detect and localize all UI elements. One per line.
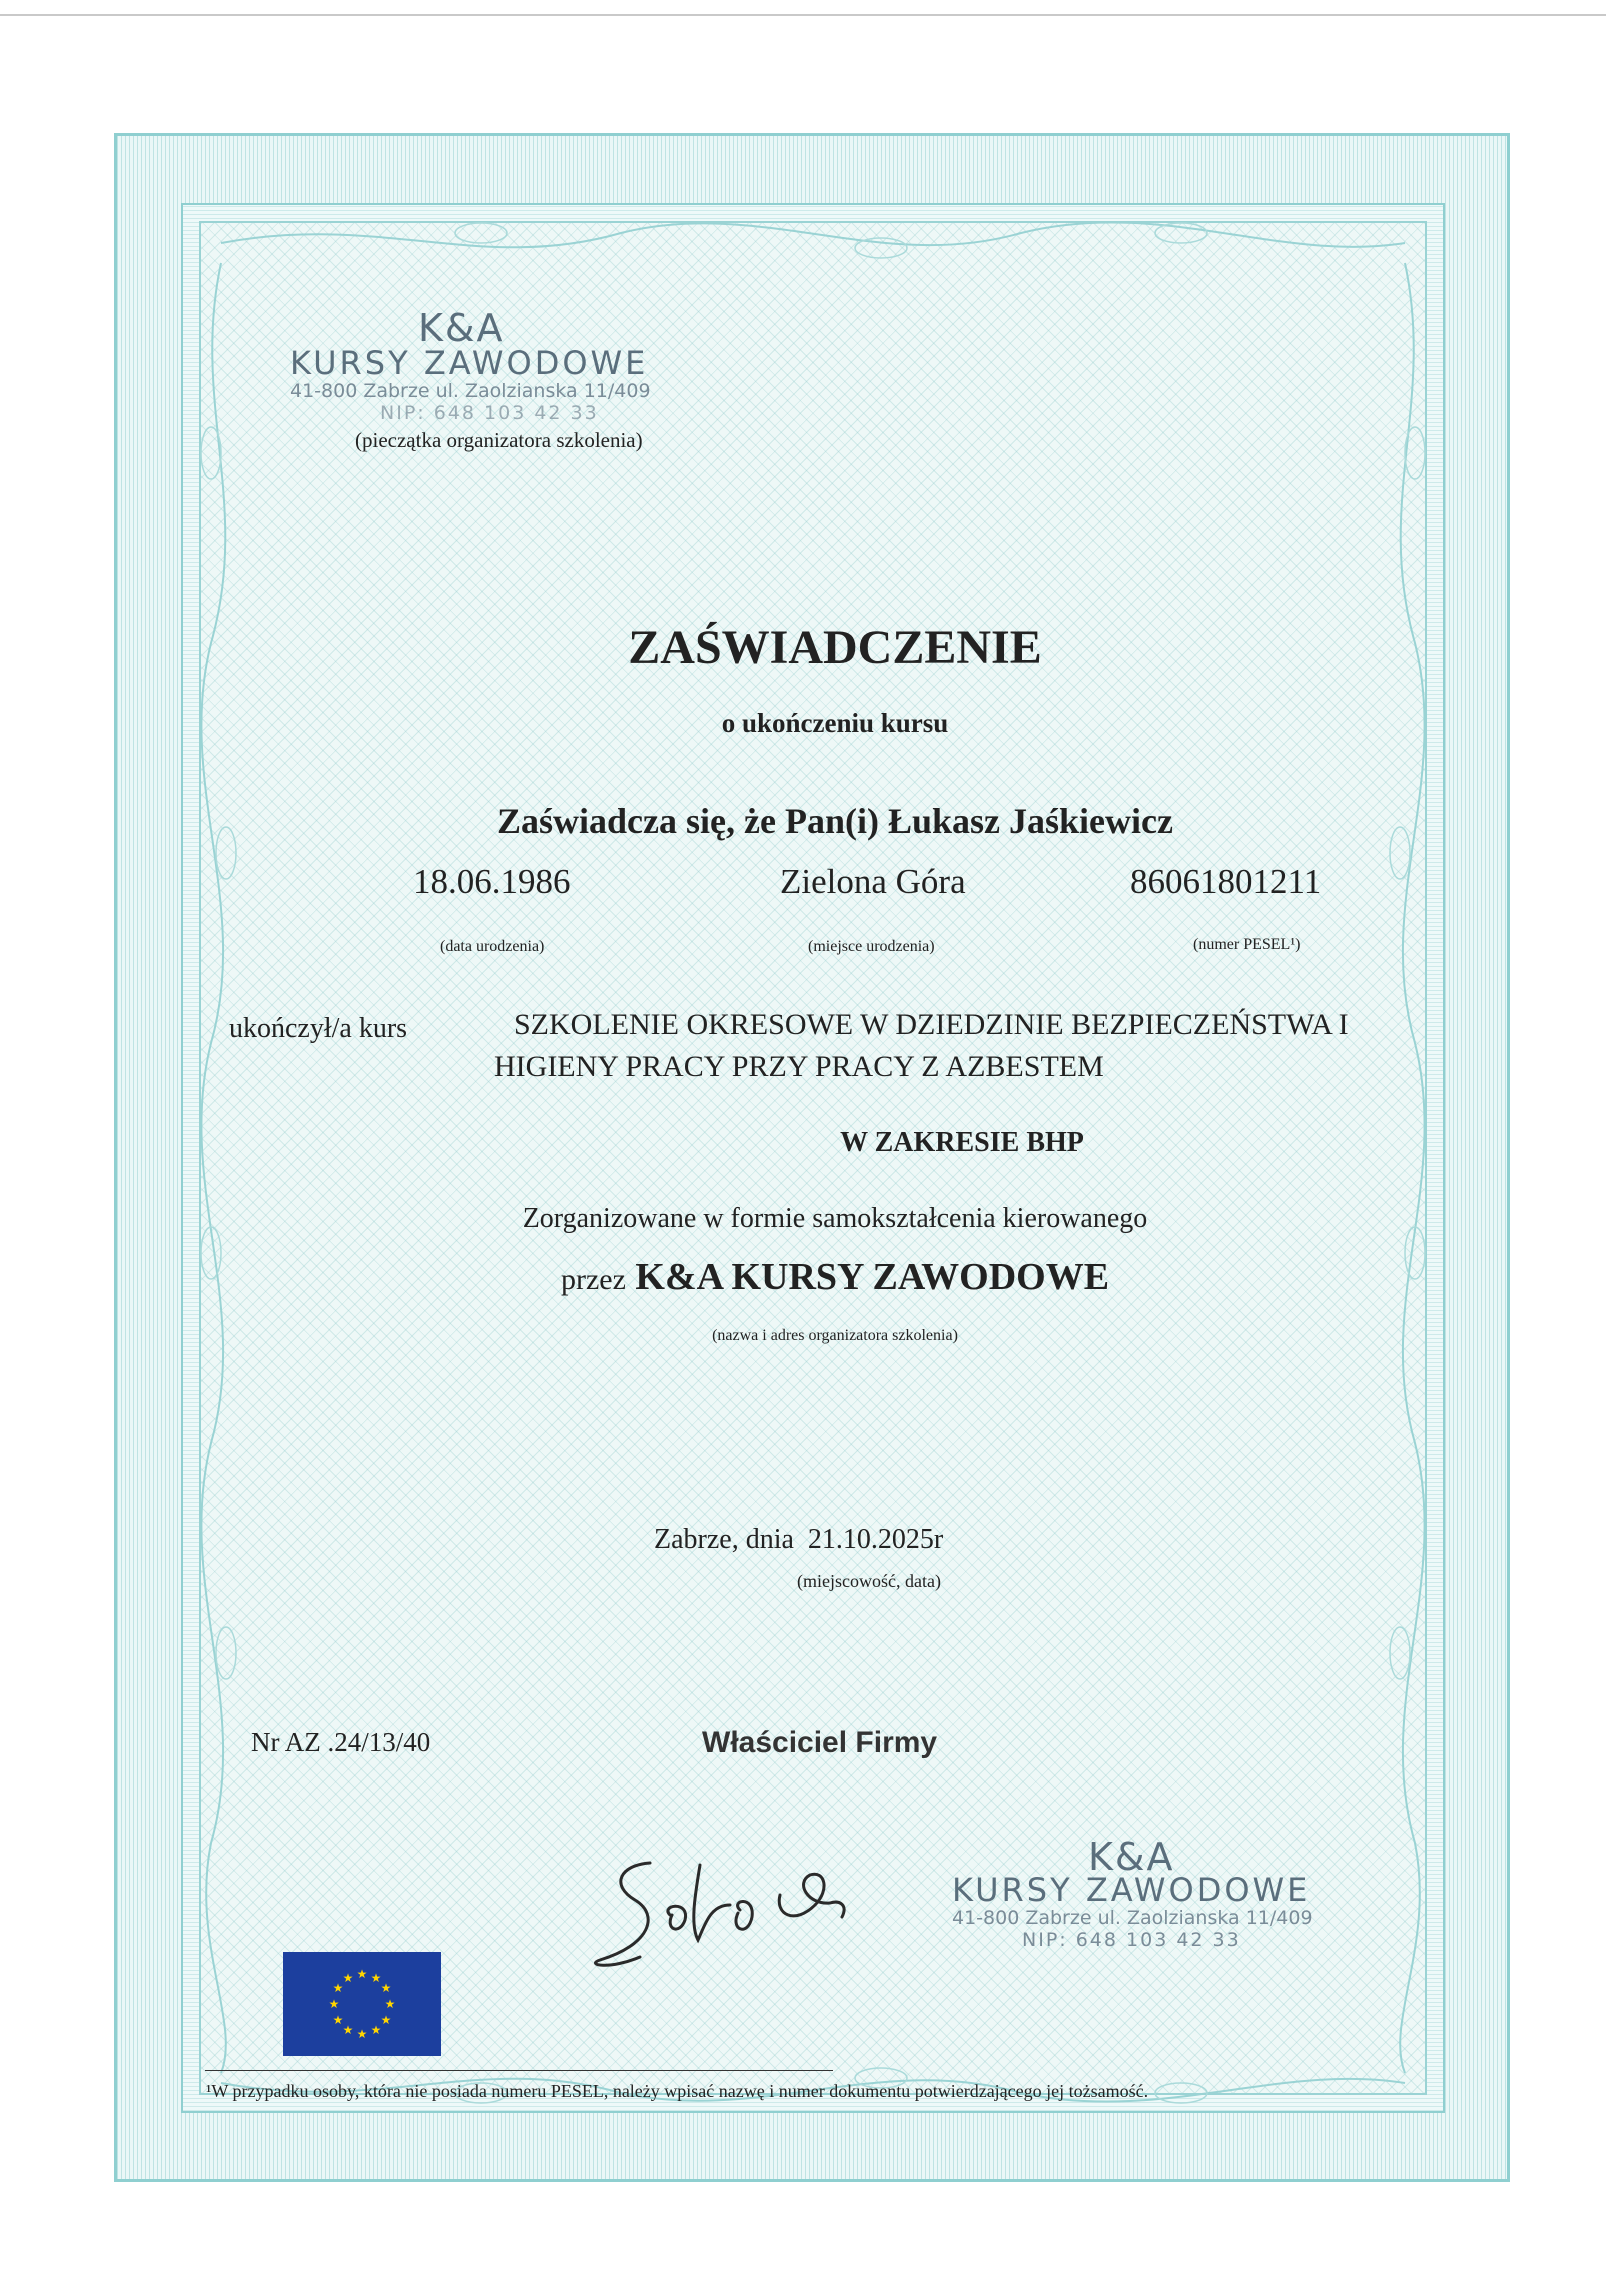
svg-text:★: ★ xyxy=(332,1981,344,1995)
svg-text:★: ★ xyxy=(356,2027,368,2041)
svg-text:★: ★ xyxy=(342,2023,354,2037)
svg-text:★: ★ xyxy=(380,2013,392,2027)
svg-text:★: ★ xyxy=(332,2013,344,2027)
svg-text:★: ★ xyxy=(370,1971,382,1985)
scan-edge-line xyxy=(0,14,1606,16)
certify-line: Zaświadcza się, że Pan(i) Łukasz Jaśkiewicz xyxy=(497,801,1173,841)
completed-label: ukończył/a kurs xyxy=(229,1013,408,1044)
stamp-nip: NIP: 648 103 42 33 xyxy=(380,402,599,424)
organizer-stamp-top xyxy=(290,306,690,424)
birth-date-caption: (data urodzenia) xyxy=(440,938,545,955)
organizer-prefix: przez xyxy=(560,1263,626,1296)
certificate-subtitle: o ukończeniu kursu xyxy=(721,708,949,738)
organized-form-line: Zorganizowane w formie samokształcenia kierowanego xyxy=(522,1203,1148,1234)
stamp-caption: (pieczątka organizatora szkolenia) xyxy=(355,428,643,452)
footer-stamp-company-name: KURSY ZAWODOWE xyxy=(952,1871,1311,1909)
place-date-value: 21.10.2025r xyxy=(807,1524,944,1555)
certificate-number: Nr AZ .24/13/40 xyxy=(251,1727,431,1757)
svg-text:★: ★ xyxy=(384,1997,396,2011)
pesel-caption: (numer PESEL¹) xyxy=(1193,936,1301,953)
birth-date-value: 18.06.1986 xyxy=(413,862,571,901)
footnote-separator xyxy=(205,2070,833,2071)
course-name-line2: HIGIENY PRACY PRZY PRACY Z AZBESTEM xyxy=(494,1050,1104,1083)
svg-text:★: ★ xyxy=(342,1971,354,1985)
svg-text:★: ★ xyxy=(356,1967,368,1981)
place-date-label: Zabrze, dnia xyxy=(654,1524,794,1555)
course-scope: W ZAKRESIE BHP xyxy=(840,1127,1084,1158)
eu-stars-icon xyxy=(283,1952,441,2056)
footer-stamp-logo-text: K&A xyxy=(1088,1835,1175,1879)
birth-place-caption: (miejsce urodzenia) xyxy=(808,938,935,955)
svg-text:★: ★ xyxy=(328,1997,340,2011)
eu-flag xyxy=(283,1952,441,2056)
pesel-value: 86061801211 xyxy=(1130,862,1322,901)
organizer-stamp-bottom xyxy=(952,1835,1352,1951)
organizer-caption: (nazwa i adres organizatora szkolenia) xyxy=(712,1327,958,1344)
footnote-text: ¹W przypadku osoby, która nie posiada numeru PESEL, należy wpisać nazwę i numer dokumentu potwierdzającego jej tożsamość. xyxy=(206,2081,1149,2101)
svg-text:★: ★ xyxy=(380,1981,392,1995)
svg-text:★: ★ xyxy=(370,2023,382,2037)
footer-stamp-nip: NIP: 648 103 42 33 xyxy=(1022,1929,1241,1951)
handwritten-signature xyxy=(580,1845,940,1975)
footer-stamp-address: 41-800 Zabrze ul. Zaolzianska 11/409 xyxy=(952,1907,1313,1929)
organizer-line xyxy=(0,1255,1606,1299)
place-date-line xyxy=(654,1524,943,1556)
course-name-line1: SZKOLENIE OKRESOWE W DZIEDZINIE BEZPIECZEŃSTWA I xyxy=(514,1008,1349,1041)
stamp-address: 41-800 Zabrze ul. Zaolzianska 11/409 xyxy=(290,380,651,402)
organizer-name: K&A KURSY ZAWODOWE xyxy=(635,1256,1110,1298)
place-date-caption: (miejscowość, data) xyxy=(797,1571,941,1591)
stamp-logo-text: K&A xyxy=(418,306,505,350)
certificate-title: ZAŚWIADCZENIE xyxy=(628,621,1042,674)
birth-place-value: Zielona Góra xyxy=(780,862,966,901)
stamp-company-name: KURSY ZAWODOWE xyxy=(290,344,649,382)
owner-title: Właściciel Firmy xyxy=(702,1726,938,1759)
